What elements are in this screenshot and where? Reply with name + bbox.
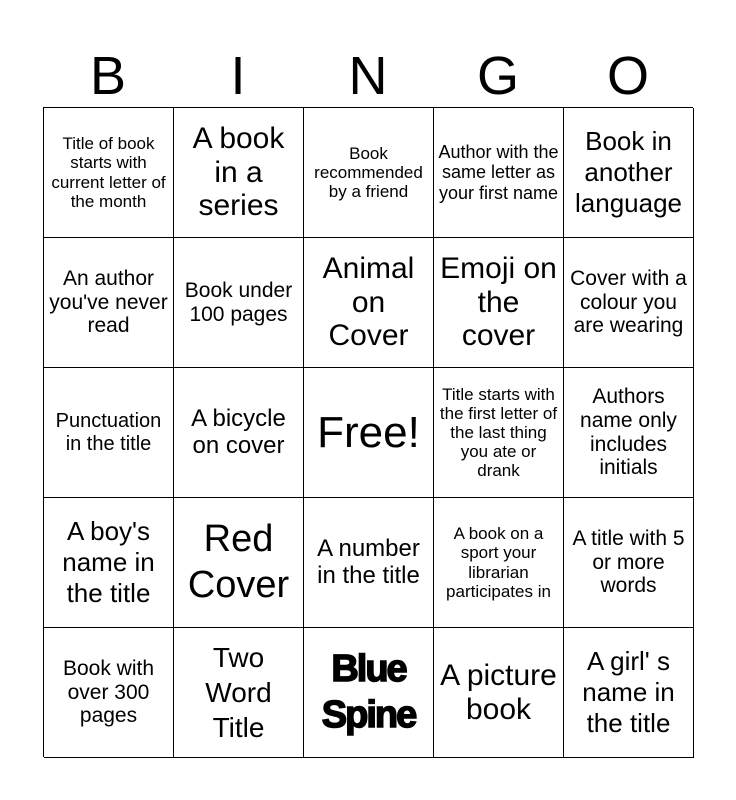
header-letter-i: I [230, 46, 246, 106]
cell-text: Book recommended by a friend [314, 143, 423, 202]
bingo-cell[interactable] [564, 368, 694, 498]
cell-text: Animal on Cover [322, 252, 415, 353]
bingo-cell[interactable] [174, 108, 304, 238]
cell-text: A title with 5 or more words [572, 527, 685, 598]
cell-text: Two Word Title [205, 642, 272, 743]
bingo-header [43, 44, 693, 108]
cell-text: A book in a series [192, 122, 285, 223]
cell-text: A picture book [440, 658, 557, 726]
bingo-cell[interactable] [564, 498, 694, 628]
bingo-cell[interactable] [434, 368, 564, 498]
bingo-cell[interactable] [564, 238, 694, 368]
cell-text: Emoji on the cover [440, 252, 557, 353]
header-letter-b: B [89, 46, 127, 106]
header-letter-n: N [348, 46, 388, 106]
cell-text: An author you've never read [49, 267, 168, 338]
bingo-cell[interactable] [564, 108, 694, 238]
bingo-cell[interactable] [174, 498, 304, 628]
bingo-cell[interactable] [174, 628, 304, 758]
cell-text: Cover with a colour you are wearing [570, 267, 687, 338]
cell-text: Author with the same letter as your first name [438, 142, 559, 203]
cell-text: A number in the title [317, 534, 420, 589]
bingo-cell[interactable] [304, 628, 434, 758]
header-letter-o: O [606, 46, 649, 106]
bingo-cell[interactable] [44, 368, 174, 498]
cell-text: A boy's name in the title [62, 515, 155, 609]
cell-text: A book on a sport your librarian participates in [446, 524, 551, 601]
cell-text: Free! [317, 407, 420, 457]
bingo-cell[interactable] [44, 238, 174, 368]
bingo-cell[interactable] [434, 108, 564, 238]
bingo-cell[interactable] [434, 498, 564, 628]
cell-text: Authors name only includes initials [580, 385, 677, 480]
bingo-cell[interactable] [564, 628, 694, 758]
bingo-cell[interactable] [44, 108, 174, 238]
cell-text: Title of book starts with current letter of the month [51, 134, 166, 211]
cell-text: Blue Spine [321, 647, 416, 736]
bingo-grid [43, 107, 693, 757]
cell-text: A girl' s name in the title [582, 645, 675, 739]
bingo-cell[interactable] [174, 238, 304, 368]
cell-text: Book under 100 pages [184, 278, 293, 326]
cell-text: Book in another language [575, 125, 682, 219]
bingo-cell[interactable] [174, 368, 304, 498]
bingo-cell[interactable] [434, 238, 564, 368]
cell-text: Punctuation in the title [55, 410, 162, 455]
cell-text: Red Cover [187, 517, 290, 606]
header-letter-g: G [476, 46, 519, 106]
bingo-cell[interactable] [304, 498, 434, 628]
cell-text: Book with over 300 pages [62, 657, 155, 728]
cell-text: A bicycle on cover [191, 404, 286, 459]
bingo-cell[interactable] [44, 498, 174, 628]
bingo-cell[interactable] [44, 628, 174, 758]
bingo-cell[interactable] [434, 628, 564, 758]
bingo-cell-free[interactable] [304, 368, 434, 498]
bingo-cell[interactable] [304, 238, 434, 368]
bingo-cell[interactable] [304, 108, 434, 238]
cell-text: Title starts with the first letter of the last thing you ate or drank [439, 384, 558, 481]
